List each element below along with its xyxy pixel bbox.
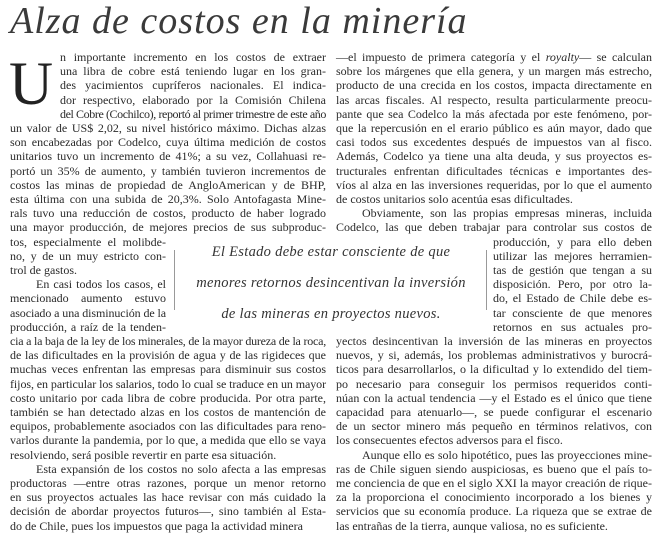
right-column-line (336, 107, 652, 121)
right-column-line (336, 78, 652, 92)
right-column-line (493, 263, 652, 277)
line-text: n importante incremento en los costos de extraer (60, 50, 326, 64)
line-text: rals tuvo una reducción de costos, producto de haber logrado (10, 206, 326, 221)
line-text: varlos durante la pandemia, por lo que, a medida que ello se vaya (10, 433, 326, 448)
left-column-line (10, 249, 166, 263)
line-text: sobre los márgenes que ella genera, y un margen más estrecho, (336, 64, 652, 79)
right-column-line (336, 135, 652, 149)
line-text: costo unitario por cada libra de cobre producida. Por otra parte, (10, 390, 326, 405)
left-column-line (10, 135, 326, 149)
right-column-line (336, 192, 652, 206)
right-column-line (336, 178, 652, 192)
right-column-line (336, 476, 652, 490)
line-text: retornos en sus actuales pro- (493, 319, 652, 334)
line-text: servicios que su economía produce. La riqueza que se extrae de (336, 504, 652, 519)
left-column-line (10, 291, 166, 305)
line-text: de costos unitarios solo acentúa esas dificultades. (336, 192, 573, 206)
left-column-line (60, 64, 326, 78)
line-text: disposición. Pero, por otro la- (493, 277, 652, 292)
line-text: ras de Chile siguen siendo auspiciosas, es bueno que el país to- (336, 461, 652, 476)
line-text: en sus proyectos actuales las hace revisar con más cuidado la (10, 490, 326, 505)
left-column-line (10, 306, 166, 320)
drop-cap: U (9, 51, 54, 118)
pull-quote-rule-left (174, 250, 175, 310)
line-text: Codelco, las que deben trabajar para controlar sus costos de (336, 220, 652, 235)
right-column-line (336, 93, 652, 107)
line-text: do de Chile, pues los impuestos que paga la actividad minera (10, 518, 303, 533)
right-column-line (336, 433, 652, 447)
line-text: producto de una crecida en los costos, impacta directamente en (336, 78, 652, 93)
left-column-line (10, 391, 326, 405)
left-column-line (10, 164, 326, 178)
right-column-line (336, 121, 652, 135)
line-text: utilizar las mejores herramien- (493, 248, 652, 263)
line-text: producción, y para ello deben (493, 234, 652, 249)
left-column-line (10, 334, 326, 348)
line-text: una libra de cobre está teniendo lugar en los gran- (60, 64, 326, 79)
left-column-line (10, 178, 326, 192)
line-text: producción, a raíz de la tenden- (10, 319, 166, 334)
line-text: de las dificultades en la provisión de agua y de las rigideces que (10, 348, 326, 363)
right-column-line (336, 362, 652, 376)
left-column-line (36, 462, 326, 476)
right-column-line (336, 504, 652, 518)
left-column-line (60, 78, 326, 92)
line-text: víos al alza en las inversiones requeridas, por lo que el aumento (336, 177, 652, 192)
line-text: capacidad para atenuarlo—, se puede configurar el escenario (336, 405, 652, 419)
left-column-line (10, 377, 326, 391)
left-column-line (60, 107, 326, 121)
left-column-line (10, 206, 326, 220)
line-text: yectos desincentivan la inversión de las mineras en proyectos (336, 334, 652, 348)
line-text: no, y de un muy estricto con- (10, 248, 166, 263)
left-column-line (10, 348, 326, 362)
line-text: do, el Estado de Chile debe es- (493, 291, 652, 306)
right-column-line (336, 149, 652, 163)
right-column-line (493, 235, 652, 249)
left-column-line (10, 519, 326, 533)
line-text: trol de gastos. (10, 263, 77, 277)
pull-quote-rule-right (486, 250, 487, 310)
line-text: de un sector minero más pequeño en términos relativos, con (336, 419, 652, 434)
right-column-line (336, 519, 652, 533)
line-text: des yacimientos cupríferos nacionales. El indica- (60, 78, 326, 93)
right-column-line (336, 405, 652, 419)
line-text: cia a la baja de la ley de los minerales, de la mayor dureza de la roca, (10, 334, 326, 348)
line-text: asociado a una disminución de la (10, 305, 166, 320)
line-text: me conciencia de que en el siglo XXI la mayor creación de rique- (336, 476, 652, 490)
right-column-line (493, 306, 652, 320)
line-text: núan con la actual tendencia —y el Estado es el único que tiene (336, 390, 652, 405)
line-text: tas de gestión que tengan a su (493, 263, 652, 277)
right-column-line (336, 377, 652, 391)
left-column-line (60, 93, 326, 107)
line-text: —el impuesto de primera categoría y el royalty— se calculan (336, 50, 652, 64)
pull-quote-line: El Estado debe estar consciente de que (211, 244, 451, 260)
left-column-line (10, 235, 166, 249)
line-text: las arcas fiscales. Al respecto, resulta particularmente preocu- (336, 92, 652, 107)
right-column-line (336, 220, 652, 234)
right-column-line (336, 334, 652, 348)
line-text: decisión de abordar proyectos futuros—, sino también al Esta- (10, 504, 326, 519)
line-text: esta última con una subida de 20,3%. Solo Antofagasta Mine- (10, 192, 326, 206)
right-column-line (362, 448, 652, 462)
left-column-line (10, 476, 326, 490)
line-text: un valor de US$ 2,02, su nivel histórico máximo. Dichas alzas (10, 121, 326, 135)
line-text: unitarios tuvo un incremento de 41%; a su vez, Collahuasi re- (10, 149, 326, 164)
left-column-line (10, 419, 326, 433)
right-column-line (336, 164, 652, 178)
left-column-line (10, 149, 326, 163)
right-column-line (336, 490, 652, 504)
line-text: costos las minas de propiedad de AngloAmerican y de BHP, (10, 177, 326, 192)
line-text: tructurales enfrentan dificultades técnicas e importantes des- (336, 163, 652, 178)
line-text: resolviendo, será posible revertir en parte esa situación. (10, 447, 277, 462)
left-column-line (10, 263, 166, 277)
right-column-line (336, 419, 652, 433)
line-text: portó un 35% de aumento, y también tuvieron incrementos de (10, 163, 326, 178)
line-text: tar consciente de que menores (493, 305, 652, 320)
line-text: dor respectivo, elaborado por la Comisión Chilena (60, 92, 326, 107)
line-text: también se han detectado alzas en los costos de mantención de (10, 405, 326, 419)
line-text: los consecuentes efectos adversos para el fisco. (336, 433, 563, 448)
right-column-line (493, 277, 652, 291)
right-column-line (336, 391, 652, 405)
line-text: za la proporciona el conocimiento incorporado a los bienes y (336, 490, 652, 505)
line-text: ticos para desarrollarlos, o la dificultad y lo extendido del tiem- (336, 362, 652, 377)
line-text: Obviamente, son las propias empresas mineras, incluida (362, 206, 652, 221)
line-text: mencionado aumento estuvo (10, 291, 166, 306)
right-column-line (336, 50, 652, 64)
pull-quote (180, 236, 482, 332)
right-column-line (336, 64, 652, 78)
left-column-line (10, 405, 326, 419)
left-column-line (10, 320, 166, 334)
pull-quote-line: menores retornos desincentivan la inversión (196, 275, 466, 291)
pull-quote-line: de las mineras en proyectos nuevos. (221, 306, 441, 322)
left-column-line (10, 433, 326, 447)
line-text: Aunque ello es solo hipotético, pues las proyecciones mine- (362, 447, 652, 462)
line-text: productoras —entre otras razones, porque un menor retorno (10, 476, 326, 490)
left-column-line (10, 192, 326, 206)
line-text: po necesario para conseguir los permisos requeridos conti- (336, 376, 652, 391)
right-column-line (493, 291, 652, 305)
line-text: una mayor producción, de mejores precios de sus subproduc- (10, 220, 326, 235)
line-text: nuevos, y si, además, los problemas administrativos y burocrá- (336, 348, 652, 363)
right-column-line (336, 462, 652, 476)
line-text: tos, especialmente el molibde- (10, 234, 166, 249)
article-title: Alza de costos en la minería (10, 0, 468, 42)
line-text: Además, Codelco ya tiene una alta deuda, y sus proyectos es- (336, 149, 652, 164)
left-column-line (10, 220, 326, 234)
left-column-line (10, 362, 326, 376)
line-text: equipos, probablemente asociados con las dificultades para reno- (10, 419, 326, 434)
line-text: son encabezadas por Codelco, cuya última medición de costos (10, 135, 326, 150)
line-text: del Cobre (Cochilco), reportó al primer trimestre de este año (60, 106, 326, 121)
left-column-line (60, 50, 326, 64)
right-column-line (493, 249, 652, 263)
left-column-line (10, 490, 326, 504)
line-text: muchas veces enfrentan las empresas para disminuir sus costos (10, 362, 326, 377)
line-text: En casi todos los casos, el (36, 277, 166, 292)
line-text: las entrañas de la tierra, aunque valiosa, no es suficiente. (336, 518, 608, 533)
left-column-line (10, 448, 326, 462)
line-text: casi todos sus excedentes después de impuestos van al fisco. (336, 135, 652, 150)
left-column-line (10, 504, 326, 518)
line-text: pante que sea Codelco la más afectada por este fenómeno, por- (336, 106, 652, 121)
right-column-line (336, 348, 652, 362)
left-column-line (10, 121, 326, 135)
right-column-line (362, 206, 652, 220)
line-text: fijos, en particular los salarios, todo lo cual se traduce en un mayor (10, 376, 327, 391)
right-column-line (493, 320, 652, 334)
line-text: Esta expansión de los costos no solo afecta a las empresas (36, 461, 326, 476)
line-text: que la repercusión en el erario público es aún mayor, dado que (336, 121, 652, 135)
left-column-line (36, 277, 166, 291)
